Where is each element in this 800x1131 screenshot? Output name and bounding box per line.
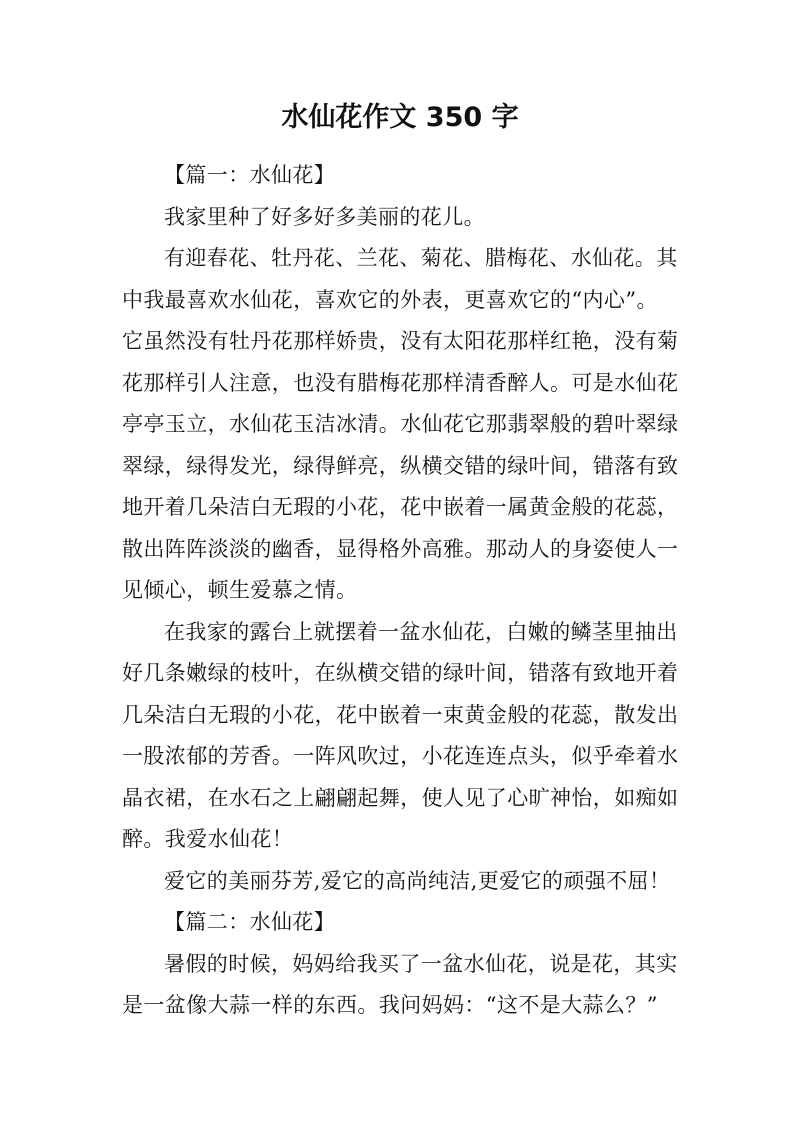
document-body [122,155,688,1027]
section-heading [122,902,688,944]
text-line: 中我最喜欢水仙花，喜欢它的外表，更喜欢它的“内心”。 [122,287,658,312]
text-line: 它虽然没有牡丹花那样娇贵，没有太阳花那样红艳，没有菊 [122,329,679,353]
text-line: 醉。我爱水仙花！ [122,827,294,851]
paragraph [122,612,688,861]
text-line: 暑假的时候，妈妈给我买了一盆水仙花，说是花，其实 [164,951,678,976]
text-line: 一股浓郁的芳香。一阵风吹过，小花连连点头，似乎牵着水 [122,744,679,768]
text-line: 地开着几朵洁白无瑕的小花，花中嵌着一属黄金般的花蕊， [122,495,679,519]
paragraph [122,197,688,239]
text-line: 散出阵阵淡淡的幽香，显得格外高雅。那动人的身姿使人一 [122,536,679,561]
text-line: 是一盆像大蒜一样的东西。我问妈妈：“这不是大蒜么？” [122,993,658,1017]
text-line: 晶衣裙，在水石之上翩翩起舞，使人见了心旷神怡，如痴如 [122,785,679,810]
section-heading [122,155,688,197]
paragraph [122,238,688,612]
text-line: 爱它的美丽芬芳,爱它的高尚纯洁,更爱它的顽强不屈！ [164,868,671,893]
text-line: 几朵洁白无瑕的小花，花中嵌着一束黄金般的花蕊，散发出 [122,702,679,727]
text-line: 花那样引人注意，也没有腊梅花那样清香醉人。可是水仙花 [122,370,679,395]
document-title: 水仙花作文 350 字 [281,102,519,133]
text-line: 【篇二：水仙花】 [164,910,336,934]
text-line: 【篇一：水仙花】 [164,163,336,187]
text-line: 我家里种了好多好多美丽的花儿。 [164,204,485,229]
text-line: 翠绿，绿得发光，绿得鲜亮，纵横交错的绿叶间，错落有致 [122,453,679,478]
text-line: 亭亭玉立，水仙花玉洁冰清。水仙花它那翡翠般的碧叶翠绿 [122,412,679,436]
text-line: 有迎春花、牡丹花、兰花、菊花、腊梅花、水仙花。其 [164,246,678,270]
text-line: 见倾心，顿生爱慕之情。 [122,578,358,602]
paragraph [122,861,688,903]
text-line: 在我家的露台上就摆着一盆水仙花，白嫩的鳞茎里抽出 [164,619,678,644]
text-line: 好几条嫩绿的枝叶，在纵横交错的绿叶间，错落有致地开着 [122,661,679,685]
paragraph [122,944,688,1027]
